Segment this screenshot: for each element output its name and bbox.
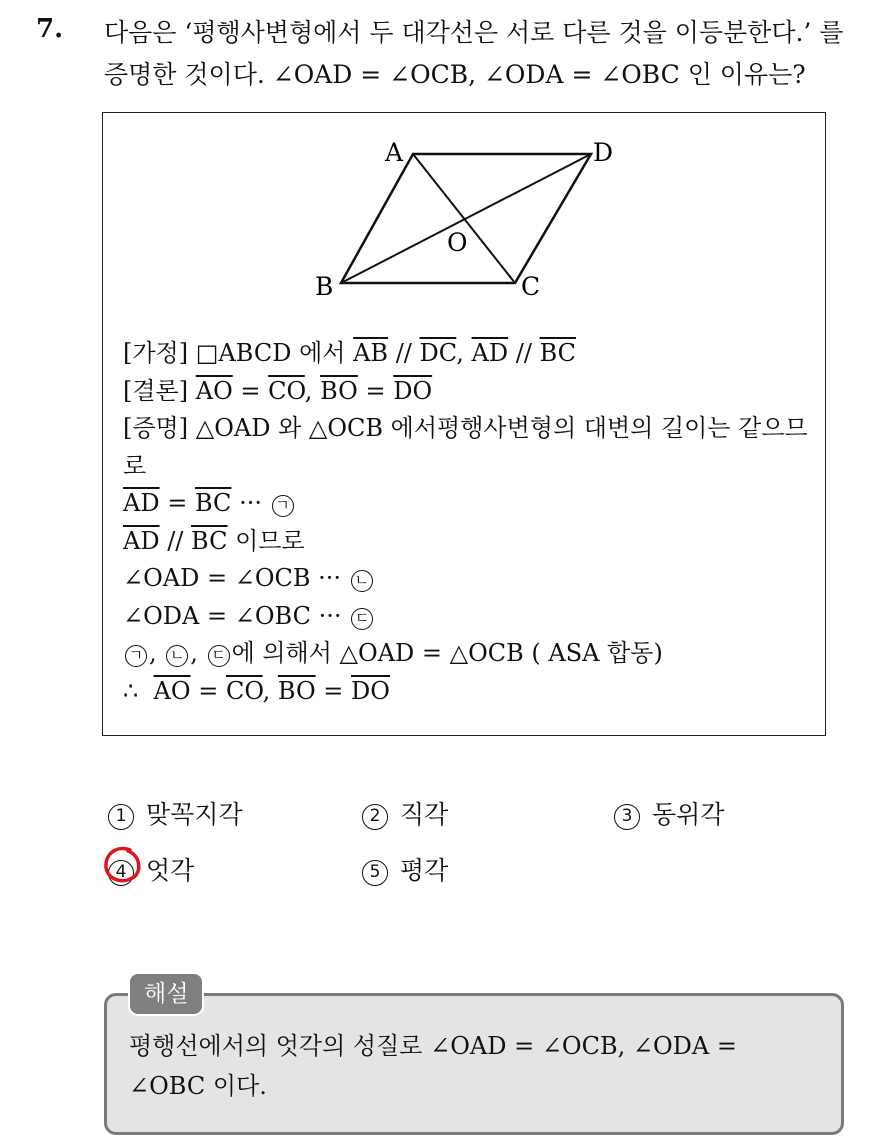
comma: ,: [190, 639, 198, 667]
final-line: [123, 673, 813, 711]
marker-giyeok: ㄱ: [272, 495, 294, 517]
marker-digeut: ㄷ: [208, 645, 230, 667]
choice-label: 엇각: [146, 856, 195, 885]
choice-label: 동위각: [652, 800, 725, 829]
choice-1[interactable]: [108, 795, 243, 831]
parallel-sign: //: [515, 339, 532, 367]
marker-giyeok: ㄱ: [125, 645, 147, 667]
conclude-label: [결론]: [123, 376, 189, 405]
step-3: [123, 560, 813, 598]
label-d: D: [593, 138, 614, 167]
congruent-text: 에 의해서 △OAD = △OCB ( ASA 합동): [231, 639, 663, 667]
label-b: B: [315, 272, 334, 301]
seg-bc: $\overline{BC}$: [539, 339, 577, 367]
proof-intro: △OAD 와 △OCB 에서평행사변형의 대변의 길이는 같으므로: [123, 414, 808, 480]
dots: ···: [318, 601, 342, 630]
choice-number: 1: [108, 804, 134, 830]
choice-label: 평각: [400, 856, 449, 885]
step-2: [123, 523, 813, 561]
choice-number: 3: [614, 804, 640, 830]
seg-ao: $\overline{AO}$: [153, 676, 191, 705]
label-a: A: [385, 138, 404, 167]
therefore-sign: ∴: [123, 676, 139, 705]
marker-digeut: ㄷ: [351, 608, 373, 630]
equals: =: [240, 376, 261, 405]
question-number: 7.: [36, 14, 64, 44]
seg-co: $\overline{CO}$: [268, 376, 305, 405]
dots: ···: [239, 489, 262, 517]
seg-co: $\overline{CO}$: [225, 676, 263, 705]
question-line-1: 다음은 ‘평행사변형에서 두 대각선은 서로 다른 것을 이등분한다.’ 를: [104, 18, 844, 47]
seg-do: $\overline{DO}$: [351, 676, 390, 705]
choice-label: 직각: [400, 800, 449, 829]
parallelogram-diagram: [103, 113, 825, 323]
question-line-2: 증명한 것이다. ∠OAD = ∠OCB, ∠ODA = ∠OBC 인 이유는?: [104, 60, 806, 89]
choice-5[interactable]: [362, 851, 448, 887]
equals: =: [323, 676, 344, 705]
dots: ···: [318, 564, 342, 592]
conclusion-line: [123, 373, 813, 411]
equals: =: [198, 676, 219, 705]
since-text: 이므로: [235, 526, 305, 555]
explanation-box: [104, 993, 844, 1135]
proof-text: [123, 335, 813, 710]
explanation-tab: 해설: [128, 972, 204, 1016]
seg-ad: $\overline{AD}$: [123, 489, 160, 517]
question-text: [104, 12, 864, 96]
marker-nieun: ㄴ: [166, 645, 188, 667]
explanation-text: 평행선에서의 엇각의 성질로 ∠OAD = ∠OCB, ∠ODA = ∠OBC 이다.: [129, 1032, 737, 1100]
seg-ad: $\overline{AD}$: [123, 526, 160, 555]
equals: =: [365, 376, 386, 405]
choice-4[interactable]: [108, 851, 194, 887]
label-o: O: [447, 228, 468, 257]
assume-label: [가정]: [123, 339, 189, 367]
comma: ,: [304, 376, 313, 405]
equals: =: [167, 489, 188, 517]
seg-ad: $\overline{AD}$: [471, 339, 509, 367]
comma: ,: [456, 339, 464, 367]
seg-ab: $\overline{AB}$: [353, 339, 389, 367]
seg-bo: $\overline{BO}$: [320, 376, 358, 405]
parallel-sign: //: [167, 526, 184, 555]
seg-do: $\overline{DO}$: [393, 376, 433, 405]
assume-pre: □ABCD 에서: [195, 339, 346, 367]
choice-number: 4: [108, 860, 134, 886]
choice-number: 2: [362, 804, 388, 830]
seg-dc: $\overline{DC}$: [419, 339, 457, 367]
seg-bo: $\overline{BO}$: [277, 676, 316, 705]
seg-bc: $\overline{BC}$: [191, 526, 228, 555]
angle-oda-obc: ∠ODA = ∠OBC: [123, 601, 311, 630]
label-c: C: [521, 272, 541, 301]
seg-bc: $\overline{BC}$: [194, 489, 232, 517]
comma: ,: [262, 676, 271, 705]
comma: ,: [149, 639, 157, 667]
step-4: [123, 598, 813, 636]
choice-3[interactable]: [614, 795, 724, 831]
choice-2[interactable]: [362, 795, 448, 831]
proof-intro-line: [123, 410, 813, 485]
proof-box: [102, 112, 826, 736]
assumption-line: [123, 335, 813, 373]
choice-number: 5: [362, 860, 388, 886]
angle-oad-ocb: ∠OAD = ∠OCB: [123, 564, 311, 592]
parallel-sign: //: [395, 339, 412, 367]
step-5: [123, 635, 813, 673]
step-1: [123, 485, 813, 523]
seg-ao: $\overline{AO}$: [195, 376, 233, 405]
proof-label: [증명]: [123, 414, 189, 442]
choice-label: 맞꼭지각: [146, 800, 243, 829]
marker-nieun: ㄴ: [351, 570, 373, 592]
